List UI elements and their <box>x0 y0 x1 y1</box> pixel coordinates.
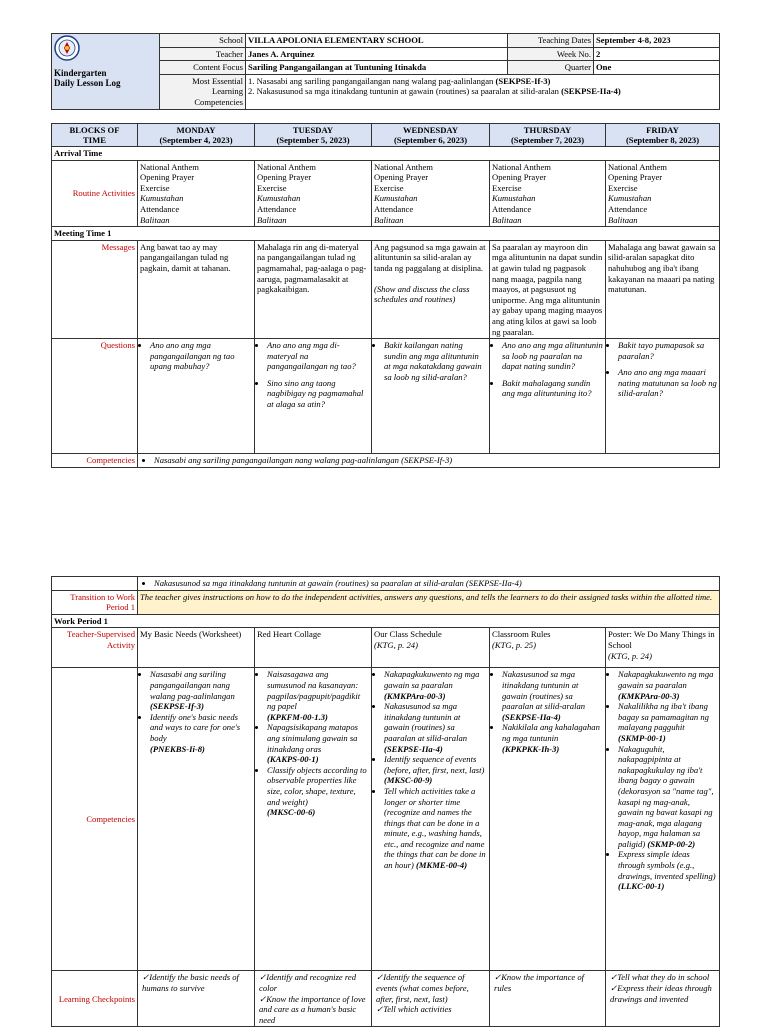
competency-code: (KAKPS-00-1) <box>267 754 319 765</box>
question-item: • Ano ano ang mga pangangailangan ng tao upang mabuhay? <box>150 340 252 372</box>
routine-line: Opening Prayer <box>492 172 547 183</box>
message-monday: Ang bawat tao ay may pangangailangan tulad ng pagkain, damit at tahanan. <box>138 240 255 338</box>
school-label: School <box>160 34 246 48</box>
competency-item <box>618 669 717 701</box>
competency-text: Nakasusunod sa mga itinakdang tuntunin at gawain (routines) sa paaralan at silid-aralan <box>502 669 586 712</box>
friday-date: (September 8, 2023) <box>625 135 700 145</box>
lesson-table-page-1 <box>51 123 720 468</box>
competency-2 <box>248 86 717 97</box>
competency-text: Nakalilikha ng iba't ibang bagay sa pamamagitan ng malayang pagguhit <box>618 701 709 733</box>
comp-label-1: Most Essential <box>192 75 243 86</box>
message-wednesday <box>372 240 490 338</box>
activity-monday: My Basic Needs (Worksheet) <box>138 628 255 668</box>
school-value: VILLA APOLONIA ELEMENTARY SCHOOL <box>246 34 508 48</box>
activity-row <box>52 628 720 668</box>
routine-line: National Anthem <box>608 161 667 172</box>
wp-competencies-friday <box>606 668 720 971</box>
transition-label: Transition to Work Period 1 <box>52 590 138 614</box>
transition-text: The teacher gives instructions on how to do the independent activities, answers any questions, and tells the learners to do their assigned tasks within the allotted time. <box>138 590 720 614</box>
competency-item <box>384 786 487 871</box>
routine-line: Exercise <box>492 182 522 193</box>
competency-text: Identify one's basic needs and ways to care for one's body <box>150 711 241 743</box>
routine-line: Attendance <box>140 203 180 214</box>
thursday-date: (September 7, 2023) <box>510 135 585 145</box>
monday-date: (September 4, 2023) <box>159 135 233 145</box>
routine-line: Balitaan <box>140 214 170 225</box>
blocks-header-1: BLOCKS OF <box>69 125 120 135</box>
checkpoints-thursday <box>490 971 606 1027</box>
competency-code: (SEKPSE-IIa-4) <box>384 743 443 754</box>
question-item: • Ano ano ang mga di-materyal na pangangailangan ng tao? <box>267 340 369 372</box>
competency-item <box>267 722 369 764</box>
work-period-title: Work Period 1 <box>52 614 720 628</box>
activity-friday-ref: (KTG, p. 24) <box>608 650 652 661</box>
competency-item <box>384 669 487 701</box>
checkpoint-item: ✓ Identify the basic needs of humans to survive <box>142 972 252 993</box>
competency-item <box>618 744 717 850</box>
routine-line: Kumustahan <box>608 193 652 204</box>
meeting-competencies-label: Competencies <box>52 454 138 468</box>
checkpoints-friday <box>606 971 720 1027</box>
competency-item <box>150 712 252 754</box>
competency-2-code: (SEKPSE-IIa-4) <box>561 86 621 97</box>
competency-text: Express simple ideas through symbols (e.g., drawings, invented spelling) <box>618 849 716 881</box>
message-tuesday: Mahalaga rin ang di-materyal na pangangailangan tulad ng pagmamahal, pag-aalaga o pag-aaruga, pagmamalasakit at pagkakaibigan. <box>255 240 372 338</box>
dates-label: Teaching Dates <box>508 34 594 48</box>
competency-1 <box>248 76 717 87</box>
questions-monday <box>138 339 255 454</box>
competency-code: (SEKPSE-IIa-4) <box>502 711 561 722</box>
activity-wednesday-title: Our Class Schedule <box>374 629 442 640</box>
routine-line: Exercise <box>374 182 404 193</box>
competency-text: Nakapagkukuwento ng mga gawain sa paaralan <box>618 669 714 690</box>
routine-cell <box>138 160 255 227</box>
message-wednesday-note: (Show and discuss the class schedules and routines) <box>374 283 470 305</box>
question-item: • Ano ano ang mga alituntunin sa loob ng paaralan na dapat nating sundin? <box>502 340 603 372</box>
friday-label: FRIDAY <box>646 125 679 135</box>
routine-line: Balitaan <box>492 214 522 225</box>
routine-line: Exercise <box>140 182 170 193</box>
competency-code: (PNEKBS-Ii-8) <box>150 743 205 754</box>
routine-line: Opening Prayer <box>608 172 663 183</box>
competency-text: Classify objects according to observable properties like size, color, shape, texture, and weight) <box>267 764 367 807</box>
checkpoint-item: ✓ Tell which activities <box>376 1004 487 1015</box>
competency-code: (MKSC-00-6) <box>267 807 316 818</box>
message-friday: Mahalaga ang bawat gawain sa silid-aralan sapagkat dito nahuhubog ang iba't ibang kakayanan na maaari pa nating matutunan. <box>606 240 720 338</box>
competency-code: (KMKPAra-00-3) <box>618 690 680 701</box>
checkpoints-monday <box>138 971 255 1027</box>
activity-friday-title: Poster: We Do Many Things in School <box>608 629 715 650</box>
competency-item <box>267 765 369 818</box>
blocks-header <box>52 124 138 147</box>
quarter-label: Quarter <box>508 61 594 75</box>
competency-text: Nakikilala ang kahalagahan ng mga tuntunin <box>502 722 600 743</box>
tuesday-header <box>255 124 372 147</box>
competency-item <box>618 849 717 891</box>
routine-row <box>52 160 720 227</box>
header-logo-cell <box>52 34 160 110</box>
meeting-competencies-row <box>52 454 720 468</box>
checkpoint-item: ✓ Identify and recognize red color <box>259 972 369 993</box>
routine-line: Kumustahan <box>374 193 418 204</box>
questions-wednesday <box>372 339 490 454</box>
checkpoints-tuesday <box>255 971 372 1027</box>
routine-line: Opening Prayer <box>257 172 312 183</box>
routine-line: Balitaan <box>257 214 287 225</box>
competency-item <box>384 701 487 754</box>
wp-competencies-tuesday <box>255 668 372 971</box>
activity-friday <box>606 628 720 668</box>
checkpoint-item: ✓ Identify the sequence of events (what comes before, after, first, next, last) <box>376 972 487 1004</box>
activity-wednesday <box>372 628 490 668</box>
competency-code: (MKSC-00-9) <box>384 775 433 786</box>
wp-competencies-row <box>52 668 720 971</box>
activity-wednesday-ref: (KTG, p. 24) <box>374 639 418 650</box>
activity-label: Teacher-Supervised Activity <box>52 628 138 668</box>
comp-label-2: Learning <box>211 86 243 97</box>
competency-text: Nasasabi ang sariling pangangailangan nang walang pag-aalinlangan <box>150 669 235 701</box>
header-org: Kindergarten <box>54 67 107 78</box>
continued-competency <box>138 577 720 591</box>
questions-tuesday <box>255 339 372 454</box>
competencies-value <box>246 74 720 109</box>
messages-row <box>52 240 720 338</box>
competency-item <box>618 701 717 743</box>
tuesday-date: (September 5, 2023) <box>276 135 350 145</box>
routine-line: Attendance <box>257 203 297 214</box>
routine-line: Attendance <box>492 203 532 214</box>
routine-line: National Anthem <box>492 161 551 172</box>
competency-text: Nakapagkukuwento ng mga gawain sa paaralan <box>384 669 480 690</box>
routine-line: Kumustahan <box>257 193 301 204</box>
routine-line: National Anthem <box>140 161 199 172</box>
routine-line: National Anthem <box>257 161 316 172</box>
competency-text: Naisasagawa ang sumusunod na kasanayan: pagpilas/pagpupit/pagdikit ng papel <box>267 669 361 712</box>
continued-competency-row <box>52 577 720 591</box>
header-table <box>51 33 720 110</box>
competency-code: (SKMP-00-2) <box>647 838 696 849</box>
competency-code: (KPKPKK-Ih-3) <box>502 743 560 754</box>
competency-code: (SKMP-00-1) <box>618 732 666 743</box>
checkpoints-label: Learning Checkpoints <box>52 971 138 1027</box>
wednesday-label: WEDNESDAY <box>402 125 459 135</box>
deped-seal-icon <box>54 35 80 61</box>
competency-text: Nakaguguhit, nakapagpipinta at nakapagkukulay ng iba't ibang bagay o gawain (dekorasyon sa "name tag", kasapi ng mag-anak, gawain ng bawat kasapi ng mag-anak, mga alagang hayop, mga halaman sa paligid) <box>618 743 714 849</box>
wp-competencies-wednesday <box>372 668 490 971</box>
competency-item <box>267 669 369 722</box>
routine-cell <box>255 160 372 227</box>
messages-label: Messages <box>52 240 138 338</box>
competency-code: (LLKC-00-1) <box>618 881 665 892</box>
competency-text: Tell which activities take a longer or shorter time (recognize and names the things that can be done in a minute, e.g., washing hands, etc., and recognize and name the things that can be done in an hour) <box>384 785 486 871</box>
monday-header <box>138 124 255 147</box>
teacher-value: Janes A. Arquinez <box>246 47 508 61</box>
thursday-label: THURSDAY <box>523 125 572 135</box>
message-wednesday-text: Ang pagsunod sa mga gawain at alituntunin sa silid-aralan ay tanda ng paggalang at disiplina. <box>374 241 486 273</box>
competency-code: (SEKPSE-If-3) <box>150 701 204 712</box>
transition-row <box>52 590 720 614</box>
routine-line: Kumustahan <box>140 193 184 204</box>
checkpoint-item: ✓ Express their ideas through drawings and invented <box>610 983 717 1004</box>
competency-text: Napagsisikapang matapos ang sinimulang gawain sa itinakdang oras <box>267 722 358 754</box>
competency-code: (KPKFM-00-1.3) <box>267 711 328 722</box>
focus-label: Content Focus <box>160 61 246 75</box>
continued-competency-blank <box>52 577 138 591</box>
meeting-competency-item: • Nasasabi ang sariling pangangailangan nang walang pag-aalinlangan (SEKPSE-If-3) <box>154 455 717 466</box>
competency-code: (MKME-00-4) <box>416 860 468 871</box>
routine-line: Opening Prayer <box>140 172 195 183</box>
activity-thursday-ref: (KTG, p. 25) <box>492 639 536 650</box>
meeting-competencies-value <box>138 454 720 468</box>
competency-item <box>502 669 603 722</box>
tuesday-label: TUESDAY <box>292 125 334 135</box>
routine-line: Attendance <box>608 203 648 214</box>
wp-competencies-monday <box>138 668 255 971</box>
checkpoint-item: ✓ Know the importance of love and care as a human's basic need <box>259 994 369 1026</box>
checkpoints-wednesday <box>372 971 490 1027</box>
wp-competencies-thursday <box>490 668 606 971</box>
routine-line: Opening Prayer <box>374 172 429 183</box>
activity-thursday <box>490 628 606 668</box>
question-item: • Ano ano ang mga maaari nating matutunan sa loob ng silid-aralan? <box>618 367 717 399</box>
meeting-section-title: Meeting Time 1 <box>52 227 720 241</box>
question-item: • Bakit mahalagang sundin ang mga alituntuning ito? <box>502 378 603 399</box>
routine-line: Exercise <box>257 182 287 193</box>
routine-line: Balitaan <box>608 214 638 225</box>
week-value: 2 <box>594 47 720 61</box>
lesson-table-page-2 <box>51 576 720 1027</box>
routine-line: Kumustahan <box>492 193 536 204</box>
questions-friday <box>606 339 720 454</box>
week-label: Week No. <box>508 47 594 61</box>
competency-1-text: 1. Nasasabi ang sariling pangangailangan nang walang pag-aalinlangan <box>248 75 496 86</box>
dates-value: September 4-8, 2023 <box>594 34 720 48</box>
routine-cell <box>490 160 606 227</box>
competency-item <box>502 722 603 754</box>
question-item: • Sino sino ang taong nagbibigay ng pagmamahal at alaga sa atin? <box>267 378 369 410</box>
quarter-value: One <box>594 61 720 75</box>
checkpoint-item: ✓ Know the importance of rules <box>494 972 603 993</box>
teacher-label: Teacher <box>160 47 246 61</box>
competency-text: Nakasusunod sa mga itinakdang tuntunin at gawain (routines) sa paaralan at silid-aralan <box>384 701 468 743</box>
question-item: • Bakit tayo pumapasok sa paaralan? <box>618 340 717 361</box>
focus-value: Sariling Pangangailangan at Tuntuning Itinakda <box>246 61 508 75</box>
competency-text: Identify sequence of events (before, after, first, next, last) <box>384 754 485 775</box>
competency-2-text: 2. Nakasusunod sa mga itinakdang tuntunin at gawain (routines) sa paaralan at silid-aralan <box>248 86 562 97</box>
wp-competencies-label: Competencies <box>52 668 138 971</box>
blocks-header-2: TIME <box>83 135 106 145</box>
questions-label: Questions <box>52 339 138 454</box>
checkpoints-row <box>52 971 720 1027</box>
checkpoint-item: ✓ Tell what they do in school <box>610 972 717 983</box>
monday-label: MONDAY <box>176 125 216 135</box>
routine-cell <box>606 160 720 227</box>
activity-thursday-title: Classroom Rules <box>492 629 551 640</box>
competency-1-code: (SEKPSE-If-3) <box>495 75 551 86</box>
question-item: • Bakit kailangan nating sundin ang mga alituntunin at mga nakatakdang gawain sa loob ng silid-aralan? <box>384 340 487 382</box>
competency-code: (KMKPAra-00-3) <box>384 690 446 701</box>
header-title: Daily Lesson Log <box>54 77 121 88</box>
continued-competency-item: • Nakasusunod sa mga itinakdang tuntunin at gawain (routines) sa paaralan at silid-aralan (SEKPSE-IIa-4) <box>154 578 717 589</box>
questions-thursday <box>490 339 606 454</box>
comp-label-3: Competencies <box>194 96 243 107</box>
arrival-section-title: Arrival Time <box>52 147 720 161</box>
routine-label: Routine Activities <box>52 160 138 227</box>
routine-line: National Anthem <box>374 161 433 172</box>
message-thursday: Sa paaralan ay mayroon din mga alituntunin na dapat sundin at gawin tulad ng pagpasok nang maaga, pagpila nang maayos, at pagsusuot ng uniporme. Ang mga alituntunin ay gabay upang maging maayos ang ating kilos at gawi sa loob ng paaralan. <box>490 240 606 338</box>
routine-line: Balitaan <box>374 214 404 225</box>
routine-cell <box>372 160 490 227</box>
competencies-label <box>160 74 246 109</box>
thursday-header <box>490 124 606 147</box>
competency-item <box>150 669 252 711</box>
wednesday-header <box>372 124 490 147</box>
questions-row <box>52 339 720 454</box>
routine-line: Attendance <box>374 203 414 214</box>
competency-item <box>384 754 487 786</box>
wednesday-date: (September 6, 2023) <box>393 135 468 145</box>
routine-line: Exercise <box>608 182 638 193</box>
friday-header <box>606 124 720 147</box>
activity-tuesday: Red Heart Collage <box>255 628 372 668</box>
